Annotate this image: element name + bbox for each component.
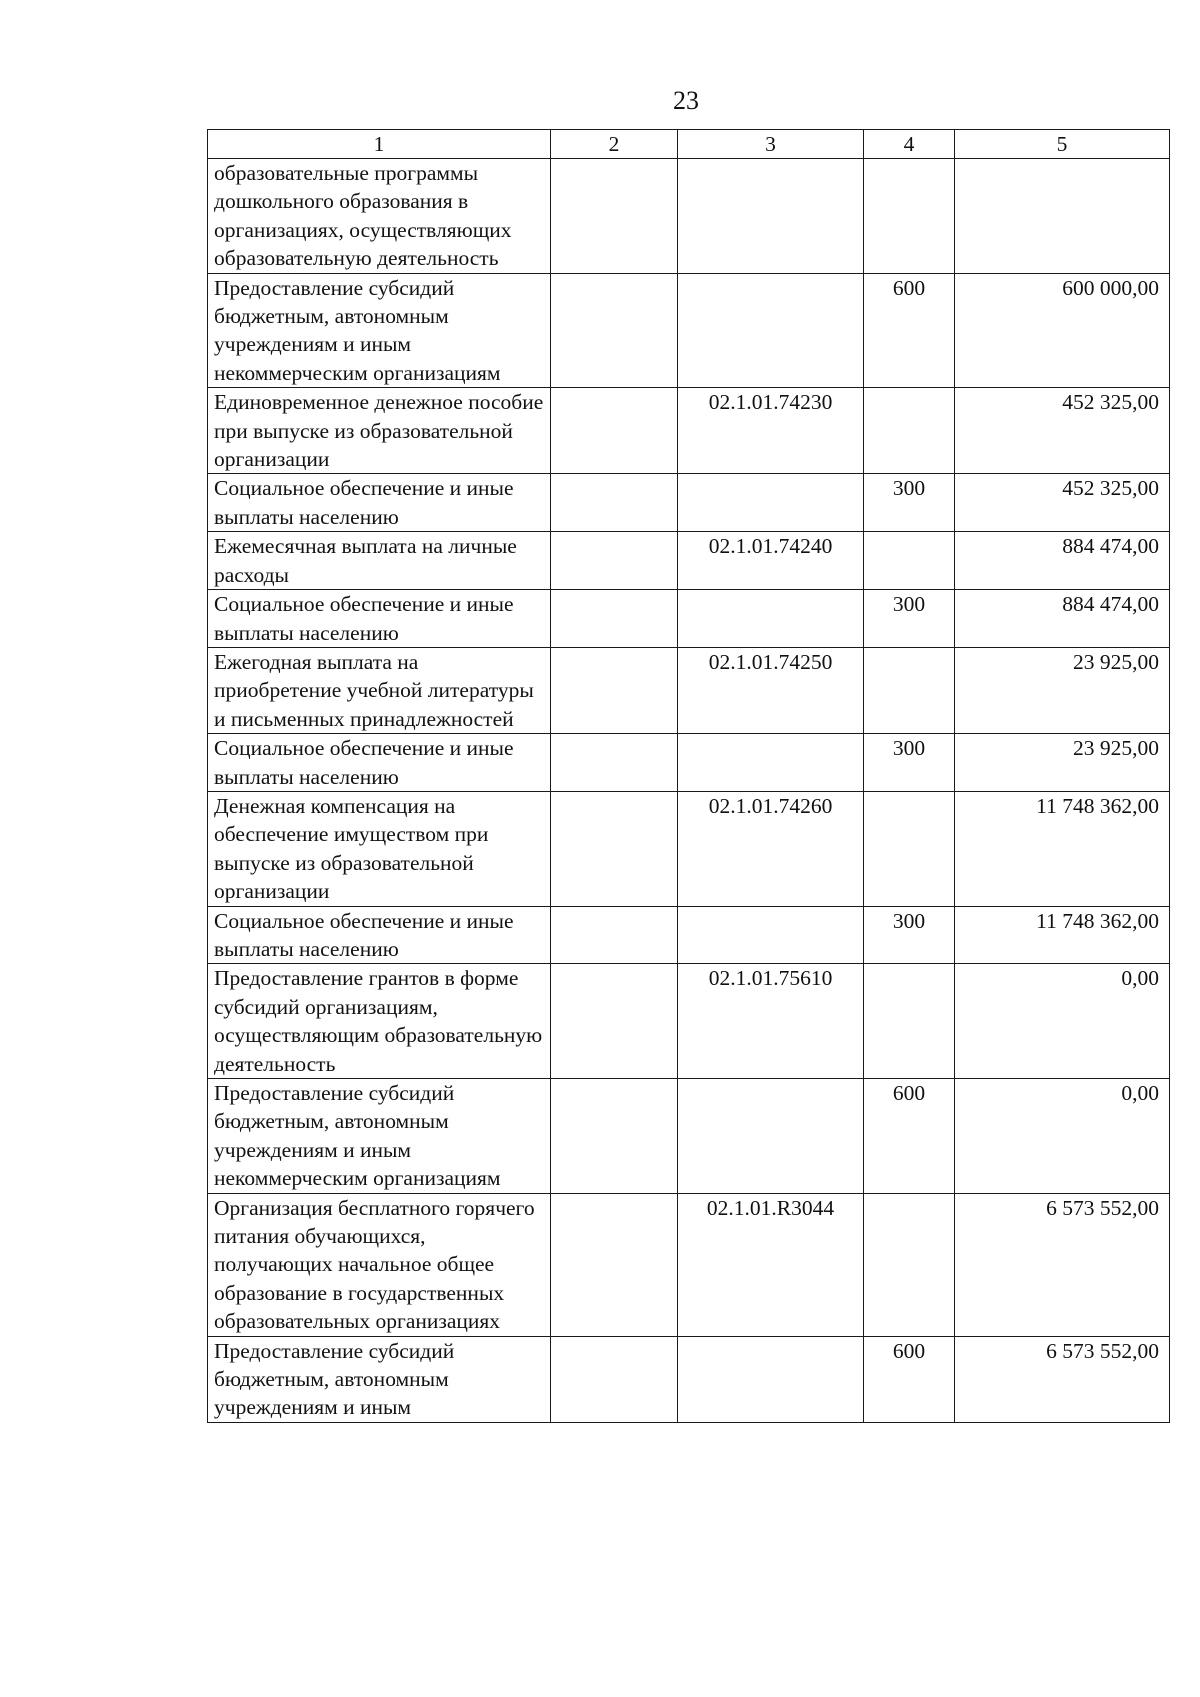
table-row <box>208 590 1170 648</box>
row-target-code-cell <box>678 1079 864 1194</box>
row-expense-type-cell <box>864 388 955 474</box>
row-amount-cell: 6 573 552,00 <box>955 1193 1170 1336</box>
table-row <box>208 964 1170 1079</box>
row-amount-cell <box>955 159 1170 274</box>
row-name-cell: Предоставление субсидий бюджетным, автономным учреждениям и иным некоммерческим организациям <box>208 1079 551 1194</box>
row-col2-cell <box>551 791 678 906</box>
row-target-code-cell <box>678 474 864 532</box>
row-expense-type-cell: 600 <box>864 1336 955 1422</box>
row-amount-cell: 23 925,00 <box>955 734 1170 792</box>
table-row <box>208 647 1170 733</box>
header-row <box>208 130 1170 159</box>
table-row <box>208 791 1170 906</box>
row-name-cell: Предоставление субсидий бюджетным, автономным учреждениям и иным <box>208 1336 551 1422</box>
row-col2-cell <box>551 590 678 648</box>
row-expense-type-cell: 600 <box>864 1079 955 1194</box>
row-target-code-cell <box>678 590 864 648</box>
table-row <box>208 273 1170 388</box>
row-amount-cell: 884 474,00 <box>955 532 1170 590</box>
row-target-code-cell: 02.1.01.74240 <box>678 532 864 590</box>
row-name-cell: Социальное обеспечение и иные выплаты населению <box>208 906 551 964</box>
row-col2-cell <box>551 388 678 474</box>
row-target-code-cell <box>678 159 864 274</box>
row-name-cell: Ежемесячная выплата на личные расходы <box>208 532 551 590</box>
row-target-code-cell: 02.1.01.75610 <box>678 964 864 1079</box>
row-target-code-cell <box>678 906 864 964</box>
row-expense-type-cell <box>864 1193 955 1336</box>
row-name-cell: Предоставление субсидий бюджетным, автономным учреждениям и иным некоммерческим организациям <box>208 273 551 388</box>
row-target-code-cell: 02.1.01.74230 <box>678 388 864 474</box>
row-expense-type-cell <box>864 791 955 906</box>
table-row <box>208 1193 1170 1336</box>
table-row <box>208 734 1170 792</box>
row-expense-type-cell <box>864 159 955 274</box>
row-target-code-cell <box>678 1336 864 1422</box>
row-target-code-cell <box>678 734 864 792</box>
row-name-cell: Единовременное денежное пособие при выпуске из образовательной организации <box>208 388 551 474</box>
table-row <box>208 159 1170 274</box>
table-header <box>208 130 1170 159</box>
row-amount-cell: 23 925,00 <box>955 647 1170 733</box>
table-body <box>208 159 1170 1423</box>
row-amount-cell: 452 325,00 <box>955 474 1170 532</box>
row-target-code-cell: 02.1.01.74250 <box>678 647 864 733</box>
row-amount-cell: 0,00 <box>955 964 1170 1079</box>
row-amount-cell: 452 325,00 <box>955 388 1170 474</box>
table-row <box>208 388 1170 474</box>
row-col2-cell <box>551 532 678 590</box>
row-amount-cell: 0,00 <box>955 1079 1170 1194</box>
row-expense-type-cell: 300 <box>864 734 955 792</box>
row-expense-type-cell: 300 <box>864 474 955 532</box>
row-name-cell: Предоставление грантов в форме субсидий организациям, осуществляющим образовательную деятельность <box>208 964 551 1079</box>
row-col2-cell <box>551 647 678 733</box>
row-amount-cell: 600 000,00 <box>955 273 1170 388</box>
column-header-3: 3 <box>678 130 864 159</box>
row-col2-cell <box>551 474 678 532</box>
row-col2-cell <box>551 1193 678 1336</box>
row-target-code-cell: 02.1.01.R3044 <box>678 1193 864 1336</box>
row-amount-cell: 6 573 552,00 <box>955 1336 1170 1422</box>
row-name-cell: Социальное обеспечение и иные выплаты населению <box>208 590 551 648</box>
row-name-cell: Социальное обеспечение и иные выплаты населению <box>208 734 551 792</box>
row-col2-cell <box>551 1336 678 1422</box>
row-amount-cell: 11 748 362,00 <box>955 906 1170 964</box>
row-col2-cell <box>551 1079 678 1194</box>
row-expense-type-cell <box>864 964 955 1079</box>
row-col2-cell <box>551 964 678 1079</box>
table-row <box>208 906 1170 964</box>
row-name-cell: Ежегодная выплата на приобретение учебной литературы и письменных принадлежностей <box>208 647 551 733</box>
row-expense-type-cell: 300 <box>864 590 955 648</box>
table-row <box>208 1336 1170 1422</box>
column-header-5: 5 <box>955 130 1170 159</box>
column-header-1: 1 <box>208 130 551 159</box>
row-name-cell: Организация бесплатного горячего питания обучающихся, получающих начальное общее образование в государственных образовательных организациях <box>208 1193 551 1336</box>
row-expense-type-cell <box>864 532 955 590</box>
page-number: 23 <box>673 86 699 115</box>
table-row <box>208 1079 1170 1194</box>
column-header-4: 4 <box>864 130 955 159</box>
row-target-code-cell: 02.1.01.74260 <box>678 791 864 906</box>
row-expense-type-cell: 300 <box>864 906 955 964</box>
row-amount-cell: 884 474,00 <box>955 590 1170 648</box>
row-col2-cell <box>551 273 678 388</box>
row-name-cell: Денежная компенсация на обеспечение имуществом при выпуске из образовательной организации <box>208 791 551 906</box>
row-amount-cell: 11 748 362,00 <box>955 791 1170 906</box>
row-col2-cell <box>551 734 678 792</box>
table-row <box>208 532 1170 590</box>
row-expense-type-cell: 600 <box>864 273 955 388</box>
table-row <box>208 474 1170 532</box>
row-name-cell: образовательные программы дошкольного образования в организациях, осуществляющих образовательную деятельность <box>208 159 551 274</box>
row-target-code-cell <box>678 273 864 388</box>
budget-table <box>207 129 1170 1423</box>
row-col2-cell <box>551 906 678 964</box>
column-header-2: 2 <box>551 130 678 159</box>
row-col2-cell <box>551 159 678 274</box>
row-name-cell: Социальное обеспечение и иные выплаты населению <box>208 474 551 532</box>
row-expense-type-cell <box>864 647 955 733</box>
